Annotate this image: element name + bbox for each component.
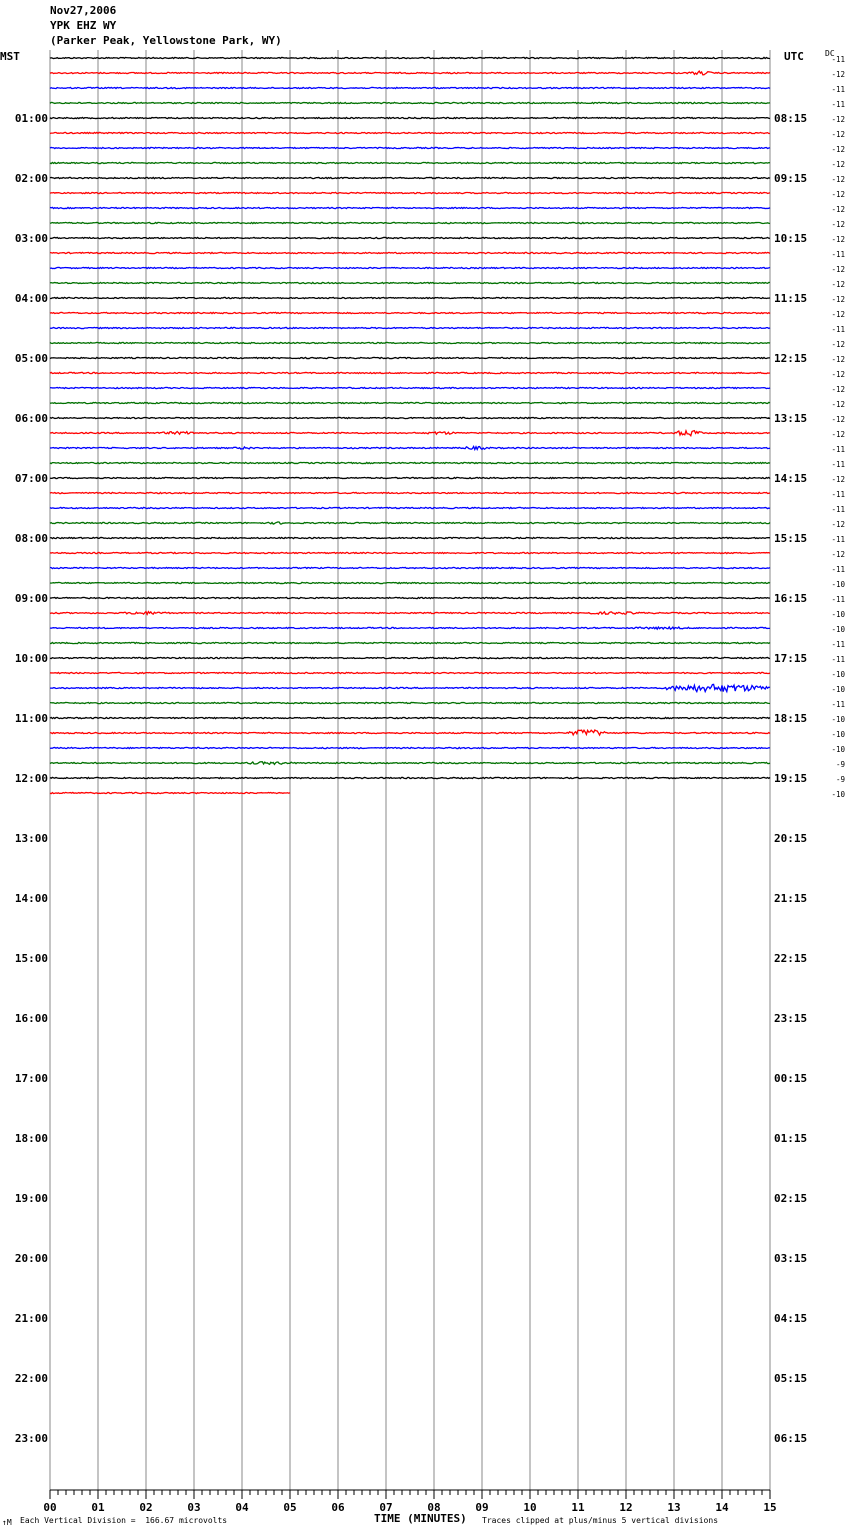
- station-id: YPK EHZ WY: [50, 19, 117, 32]
- seismic-trace: [50, 777, 770, 778]
- seismic-trace: [50, 357, 770, 358]
- dc-offset-label: -11: [831, 460, 845, 469]
- dc-offset-label: -12: [831, 70, 845, 79]
- seismic-trace: [50, 507, 770, 508]
- seismic-trace: [50, 267, 770, 268]
- seismic-trace: [50, 57, 770, 58]
- x-tick-label: 06: [331, 1501, 345, 1514]
- dc-offset-label: -9: [835, 775, 845, 784]
- seismic-trace: [50, 132, 770, 133]
- seismic-trace: [50, 342, 770, 343]
- dc-offset-label: -11: [831, 535, 845, 544]
- dc-offset-label: -11: [831, 100, 845, 109]
- left-timezone-label: MST: [0, 50, 20, 63]
- x-axis-title: TIME (MINUTES): [374, 1512, 467, 1525]
- mst-hour-label: 05:00: [14, 352, 48, 365]
- dc-offset-label: -12: [831, 415, 845, 424]
- dc-offset-label: -12: [831, 520, 845, 529]
- utc-hour-label: 16:15: [774, 592, 808, 605]
- x-tick-label: 01: [91, 1501, 105, 1514]
- seismic-trace: [50, 327, 770, 328]
- x-tick-label: 05: [283, 1501, 297, 1514]
- seismic-trace: [50, 177, 770, 178]
- dc-offset-label: -11: [831, 55, 845, 64]
- seismic-trace: [50, 222, 770, 223]
- utc-hour-label: 06:15: [774, 1432, 808, 1445]
- mst-hour-label: 19:00: [14, 1192, 48, 1205]
- seismic-trace: [50, 567, 770, 568]
- seismic-trace: [50, 117, 770, 118]
- mst-hour-label: 04:00: [14, 292, 48, 305]
- dc-offset-label: -12: [831, 190, 845, 199]
- seismic-trace: [50, 597, 770, 598]
- utc-hour-label: 00:15: [774, 1072, 808, 1085]
- seismic-trace: [50, 162, 770, 163]
- mst-hour-label: 01:00: [14, 112, 48, 125]
- utc-hour-label: 11:15: [774, 292, 808, 305]
- mst-hour-label: 11:00: [14, 712, 48, 725]
- utc-hour-label: 08:15: [774, 112, 808, 125]
- seismic-trace: [50, 552, 770, 553]
- dc-offset-label: -10: [831, 610, 845, 619]
- right-timezone-label: UTC: [784, 50, 804, 63]
- dc-offset-label: -12: [831, 400, 845, 409]
- record-date: Nov27,2006: [50, 4, 117, 17]
- dc-offset-label: -12: [831, 550, 845, 559]
- utc-hour-label: 04:15: [774, 1312, 808, 1325]
- x-tick-label: 03: [187, 1501, 201, 1514]
- mst-hour-label: 08:00: [14, 532, 48, 545]
- x-tick-label: 11: [571, 1501, 585, 1514]
- x-tick-label: 15: [763, 1501, 777, 1514]
- seismic-trace: [50, 730, 770, 735]
- seismic-trace: [50, 207, 770, 208]
- mst-hour-label: 18:00: [14, 1132, 48, 1145]
- dc-offset-label: -12: [831, 355, 845, 364]
- utc-hour-label: 13:15: [774, 412, 808, 425]
- x-tick-label: 13: [667, 1501, 681, 1514]
- dc-offset-label: -12: [831, 385, 845, 394]
- seismic-trace: [50, 297, 770, 298]
- dc-offset-label: -12: [831, 430, 845, 439]
- seismic-trace: [50, 71, 770, 75]
- seismic-trace: [50, 627, 770, 629]
- utc-hour-label: 01:15: [774, 1132, 808, 1145]
- seismic-trace: [50, 402, 770, 403]
- dc-offset-label: -12: [831, 145, 845, 154]
- mst-hour-label: 15:00: [14, 952, 48, 965]
- utc-hour-label: 22:15: [774, 952, 808, 965]
- seismic-trace: [50, 387, 770, 388]
- utc-hour-label: 23:15: [774, 1012, 808, 1025]
- x-tick-label: 09: [475, 1501, 489, 1514]
- dc-offset-label: -12: [831, 235, 845, 244]
- seismic-trace: [50, 672, 770, 673]
- dc-offset-label: -10: [831, 625, 845, 634]
- utc-hour-label: 09:15: [774, 172, 808, 185]
- seismic-trace: [50, 447, 770, 450]
- dc-offset-label: -11: [831, 565, 845, 574]
- dc-offset-label: -10: [831, 685, 845, 694]
- seismic-trace: [50, 282, 770, 283]
- dc-offset-label: -12: [831, 205, 845, 214]
- seismic-trace: [50, 312, 770, 313]
- dc-offset-label: -12: [831, 475, 845, 484]
- seismic-trace: [50, 87, 770, 88]
- seismic-trace: [50, 657, 770, 658]
- dc-offset-label: -12: [831, 340, 845, 349]
- utc-hour-label: 12:15: [774, 352, 808, 365]
- x-tick-label: 07: [379, 1501, 393, 1514]
- x-tick-label: 12: [619, 1501, 633, 1514]
- seismic-trace: [50, 417, 770, 418]
- dc-offset-header: DC: [825, 49, 835, 58]
- mst-hour-label: 10:00: [14, 652, 48, 665]
- x-tick-label: 00: [43, 1501, 57, 1514]
- dc-offset-label: -10: [831, 730, 845, 739]
- mst-hour-label: 12:00: [14, 772, 48, 785]
- seismic-trace: [50, 462, 770, 463]
- seismic-trace: [50, 642, 770, 643]
- dc-offset-label: -10: [831, 670, 845, 679]
- mst-hour-label: 17:00: [14, 1072, 48, 1085]
- dc-offset-label: -12: [831, 130, 845, 139]
- seismic-trace: [50, 792, 290, 793]
- seismic-trace: [50, 612, 770, 615]
- dc-offset-label: -10: [831, 580, 845, 589]
- dc-offset-label: -12: [831, 280, 845, 289]
- seismic-trace: [50, 102, 770, 103]
- seismic-trace: [50, 237, 770, 238]
- orientation-mark: ↑M: [2, 1518, 12, 1527]
- mst-hour-label: 02:00: [14, 172, 48, 185]
- utc-hour-label: 14:15: [774, 472, 808, 485]
- utc-hour-label: 17:15: [774, 652, 808, 665]
- seismic-trace: [50, 537, 770, 538]
- seismic-trace: [50, 747, 770, 748]
- dc-offset-label: -12: [831, 265, 845, 274]
- mst-hour-label: 23:00: [14, 1432, 48, 1445]
- seismic-trace: [50, 372, 770, 373]
- utc-hour-label: 18:15: [774, 712, 808, 725]
- x-tick-label: 04: [235, 1501, 249, 1514]
- mst-hour-label: 22:00: [14, 1372, 48, 1385]
- x-tick-label: 08: [427, 1501, 441, 1514]
- dc-offset-label: -12: [831, 175, 845, 184]
- dc-offset-label: -10: [831, 715, 845, 724]
- seismic-trace: [50, 762, 770, 765]
- x-tick-label: 14: [715, 1501, 729, 1514]
- seismic-trace: [50, 431, 770, 436]
- utc-hour-label: 02:15: [774, 1192, 808, 1205]
- mst-hour-label: 21:00: [14, 1312, 48, 1325]
- utc-hour-label: 05:15: [774, 1372, 808, 1385]
- dc-offset-label: -11: [831, 325, 845, 334]
- mst-hour-label: 03:00: [14, 232, 48, 245]
- dc-offset-label: -11: [831, 595, 845, 604]
- x-tick-label: 02: [139, 1501, 153, 1514]
- utc-hour-label: 03:15: [774, 1252, 808, 1265]
- clipping-note: Traces clipped at plus/minus 5 vertical divisions: [482, 1516, 719, 1525]
- dc-offset-label: -11: [831, 655, 845, 664]
- vertical-scale-note: Each Vertical Division = 166.67 microvolts: [20, 1516, 228, 1525]
- x-tick-label: 10: [523, 1501, 537, 1514]
- mst-hour-label: 13:00: [14, 832, 48, 845]
- dc-offset-label: -12: [831, 220, 845, 229]
- dc-offset-label: -11: [831, 700, 845, 709]
- seismic-trace: [50, 684, 770, 691]
- mst-hour-label: 09:00: [14, 592, 48, 605]
- dc-offset-label: -11: [831, 85, 845, 94]
- mst-hour-label: 14:00: [14, 892, 48, 905]
- seismic-trace: [50, 492, 770, 493]
- mst-hour-label: 16:00: [14, 1012, 48, 1025]
- mst-hour-label: 07:00: [14, 472, 48, 485]
- dc-offset-label: -11: [831, 250, 845, 259]
- dc-offset-label: -11: [831, 640, 845, 649]
- dc-offset-label: -11: [831, 490, 845, 499]
- dc-offset-label: -9: [835, 760, 845, 769]
- seismic-trace: [50, 147, 770, 148]
- mst-hour-label: 06:00: [14, 412, 48, 425]
- dc-offset-label: -12: [831, 310, 845, 319]
- station-location: (Parker Peak, Yellowstone Park, WY): [50, 34, 282, 47]
- dc-offset-label: -11: [831, 505, 845, 514]
- seismic-trace: [50, 192, 770, 193]
- seismic-trace: [50, 477, 770, 478]
- dc-offset-label: -12: [831, 115, 845, 124]
- utc-hour-label: 15:15: [774, 532, 808, 545]
- dc-offset-label: -10: [831, 745, 845, 754]
- seismic-trace: [50, 252, 770, 253]
- dc-offset-label: -12: [831, 295, 845, 304]
- utc-hour-label: 21:15: [774, 892, 808, 905]
- seismic-trace: [50, 702, 770, 703]
- dc-offset-label: -10: [831, 790, 845, 799]
- mst-hour-label: 20:00: [14, 1252, 48, 1265]
- seismic-trace: [50, 522, 770, 524]
- seismic-trace: [50, 717, 770, 718]
- utc-hour-label: 19:15: [774, 772, 808, 785]
- utc-hour-label: 10:15: [774, 232, 808, 245]
- dc-offset-label: -12: [831, 160, 845, 169]
- utc-hour-label: 20:15: [774, 832, 808, 845]
- dc-offset-label: -11: [831, 445, 845, 454]
- dc-offset-label: -12: [831, 370, 845, 379]
- seismic-trace: [50, 582, 770, 583]
